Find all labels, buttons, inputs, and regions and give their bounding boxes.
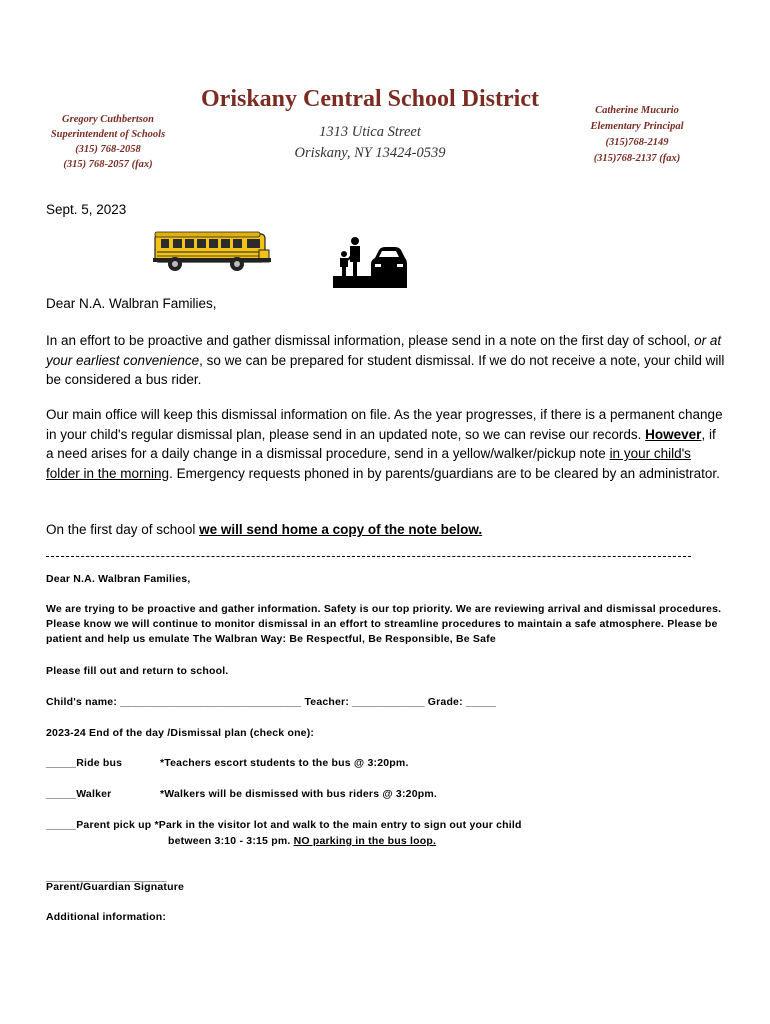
parent-pickup-icon	[333, 236, 407, 288]
principal-title: Elementary Principal	[590, 121, 684, 132]
pickup-time-text: between 3:10 - 3:15 pm.	[168, 835, 294, 847]
city-state-zip: Oriskany, NY 13424-0539	[294, 145, 446, 161]
ride-bus-option[interactable]	[46, 756, 726, 771]
district-name: Oriskany Central School District	[201, 86, 539, 112]
note-paragraph: We are trying to be proactive and gather information. Safety is our top priority. We are reviewing arrival and dismissal procedures. Please know we will continue to monitor dismissal in an effort to streamline procedures to maintain a safe atmosphere. Please be patient and help us emulate The Walbran Way: Be Respectful, Be Responsible, Be Safe	[46, 603, 722, 645]
walker-note: *Walkers will be dismissed with bus riders @ 3:20pm.	[160, 788, 438, 800]
signature-label: Parent/Guardian Signature	[46, 881, 185, 893]
cut-line-divider	[46, 556, 691, 565]
walker-label[interactable]: _____Walker	[46, 788, 112, 800]
p2-underlined: in your child's folder in the morning	[46, 446, 691, 481]
p1-text-b: , so we can be prepared for student dismissal. If we do not receive a note, your child will be considered a bus rider.	[46, 352, 725, 387]
note-greeting: Dear N.A. Walbran Families,	[46, 573, 191, 585]
p2-text-a: Our main office will keep this dismissal information on file. As the year progresses, if there is a permanent change in your child's regular dismissal plan, please send in an updated note, so we can revise our records.	[46, 407, 723, 442]
note-fill-instruction: Please fill out and return to school.	[46, 665, 229, 677]
p2-text-b: , if a need arises for a daily change in a dismissal procedure, send in a yellow/walker/pickup note	[46, 426, 716, 461]
principal-name: Catherine Mucurio	[595, 105, 679, 116]
superintendent-name: Gregory Cuthbertson	[62, 114, 154, 125]
superintendent-phone: (315) 768-2058	[75, 144, 141, 155]
letter-paragraph-2	[46, 405, 726, 483]
district-address	[210, 122, 530, 164]
letter-date: Sept. 5, 2023	[46, 202, 127, 217]
dismissal-plan-heading: 2023-24 End of the day /Dismissal plan (check one):	[46, 727, 315, 739]
ride-bus-note: *Teachers escort students to the bus @ 3:20pm.	[160, 757, 409, 769]
letter-paragraph-3	[46, 520, 726, 540]
letter-greeting: Dear N.A. Walbran Families,	[46, 296, 217, 311]
child-info-line[interactable]: Child's name: ______________________________ Teacher: ____________ Grade: _____	[46, 696, 497, 708]
letter-paragraph-1	[46, 331, 726, 390]
ride-bus-label[interactable]: _____Ride bus	[46, 757, 123, 769]
superintendent-title: Superintendent of Schools	[50, 129, 166, 140]
principal-block	[568, 103, 706, 167]
p1-italic: or at your earliest convenience	[46, 333, 722, 368]
parent-pickup-time	[168, 834, 770, 849]
p1-text-a: In an effort to be proactive and gather dismissal information, please send in a note on the first day of school,	[46, 333, 695, 348]
principal-phone: (315)768-2149	[605, 137, 669, 148]
principal-fax: (315)768-2137 (fax)	[593, 153, 681, 164]
additional-information-label: Additional information:	[46, 911, 167, 923]
p2-text-c: . Emergency requests phoned in by parents/guardians are to be cleared by an administrator.	[169, 465, 720, 481]
no-parking-text: NO parking in the bus loop.	[293, 835, 437, 847]
walker-option[interactable]	[46, 787, 726, 802]
p2-however: However	[645, 426, 702, 442]
superintendent-fax: (315) 768-2057 (fax)	[63, 159, 153, 170]
p3-text-a: On the first day of school	[46, 522, 200, 537]
street-address: 1313 Utica Street	[319, 124, 421, 140]
school-bus-icon	[153, 228, 273, 274]
signature-line[interactable]: ____________________	[46, 871, 167, 883]
superintendent-block	[28, 112, 188, 172]
parent-pickup-option[interactable]: _____Parent pick up *Park in the visitor lot and walk to the main entry to sign out your child	[46, 819, 522, 831]
p3-bold: we will send home a copy of the note below.	[199, 522, 483, 537]
